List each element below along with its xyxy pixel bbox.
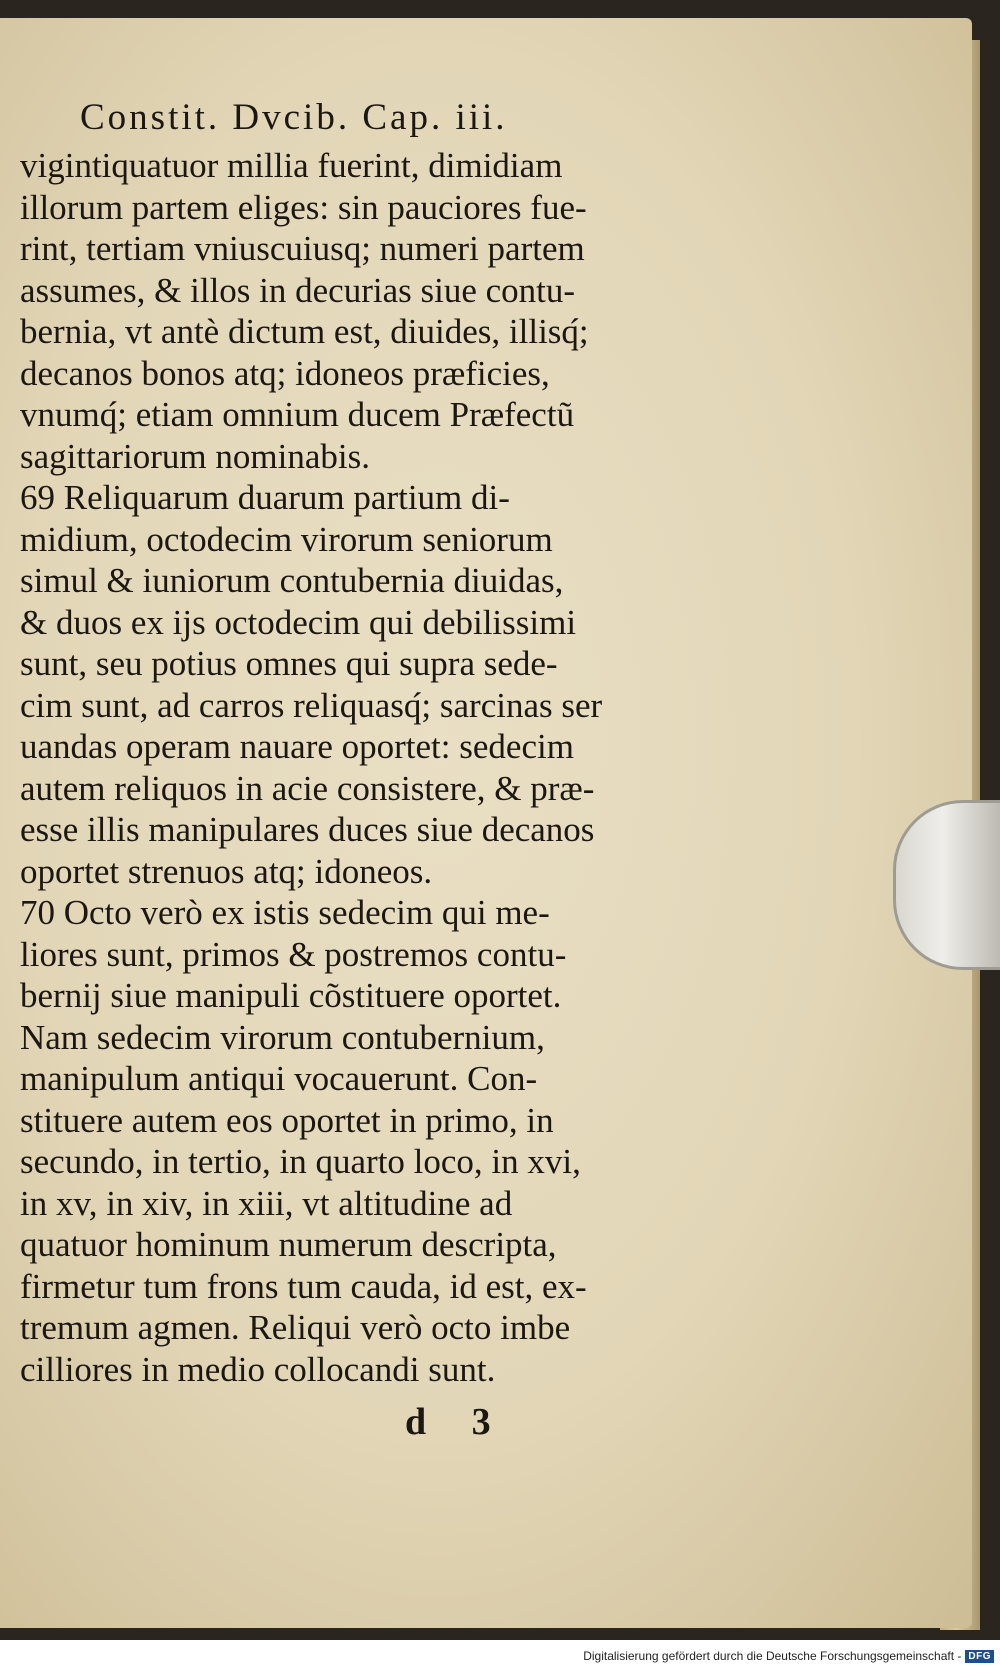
text-line: liores sunt, primos & postremos contu-	[20, 934, 567, 974]
text-line: oportet strenuos atq; idoneos.	[20, 851, 433, 891]
text-line: & duos ex ijs octodecim qui debilissimi	[20, 602, 577, 642]
text-line: esse illis manipulares duces siue decanos	[20, 810, 595, 849]
text-line: manipulum antiqui vocauerunt. Con-	[20, 1059, 538, 1098]
running-head: Constit. Dvcib. Cap. iii.	[80, 97, 508, 138]
text-line: stituere autem eos oportet in primo, in	[20, 1100, 554, 1140]
text-line: 70 Octo verò ex istis sedecim qui me-	[20, 893, 550, 932]
footer-credit: Digitalisierung gefördert durch die Deutsche Forschungsgemeinschaft -	[583, 1649, 962, 1663]
text-line: quatuor hominum numerum descripta,	[20, 1225, 557, 1264]
text-line: uandas operam nauare oportet: sedecim	[20, 727, 574, 766]
text-line: sunt, seu potius omnes qui supra sede-	[20, 644, 558, 683]
text-line: illorum partem eliges: sin pauciores fue-	[20, 187, 587, 227]
text-line: secundo, in tertio, in quarto loco, in xvi,	[20, 1142, 581, 1181]
signature-mark: d 3	[405, 1401, 509, 1443]
text-line: cim sunt, ad carros reliquasq́; sarcinas ser	[20, 685, 603, 725]
book-page	[0, 18, 972, 1628]
text-line: bernia, vt antè dictum est, diuides, illisq́;	[20, 312, 589, 351]
text-line: rint, tertiam vniuscuiusq; numeri partem	[20, 229, 585, 268]
text-line: Nam sedecim virorum contubernium,	[20, 1017, 545, 1057]
text-line: cilliores in medio collocandi sunt.	[20, 1349, 496, 1389]
text-line: vigintiquatuor millia fuerint, dimidiam	[20, 146, 563, 185]
page-clip	[893, 800, 1000, 970]
text-line: in xv, in xiv, in xiii, vt altitudine ad	[20, 1183, 513, 1223]
text-line: firmetur tum frons tum cauda, id est, ex-	[20, 1266, 587, 1306]
text-line: autem reliquos in acie consistere, & præ-	[20, 768, 595, 808]
text-line: sagittariorum nominabis.	[20, 436, 370, 476]
text-line: 69 Reliquarum duarum partium di-	[20, 478, 510, 517]
dfg-logo: DFG	[965, 1650, 994, 1663]
text-line: simul & iuniorum contubernia diuidas,	[20, 561, 564, 600]
text-line: vnumq́; etiam omnium ducem Præfectũ	[20, 395, 575, 434]
text-line: bernij siue manipuli cõstituere oportet.	[20, 976, 562, 1015]
text-line: assumes, & illos in decurias siue contu-	[20, 270, 576, 310]
text-line: midium, octodecim virorum seniorum	[20, 519, 553, 559]
text-line: decanos bonos atq; idoneos præficies,	[20, 353, 550, 393]
footer	[583, 1646, 994, 1666]
text-line: tremum agmen. Reliqui verò octo imbe	[20, 1308, 571, 1347]
